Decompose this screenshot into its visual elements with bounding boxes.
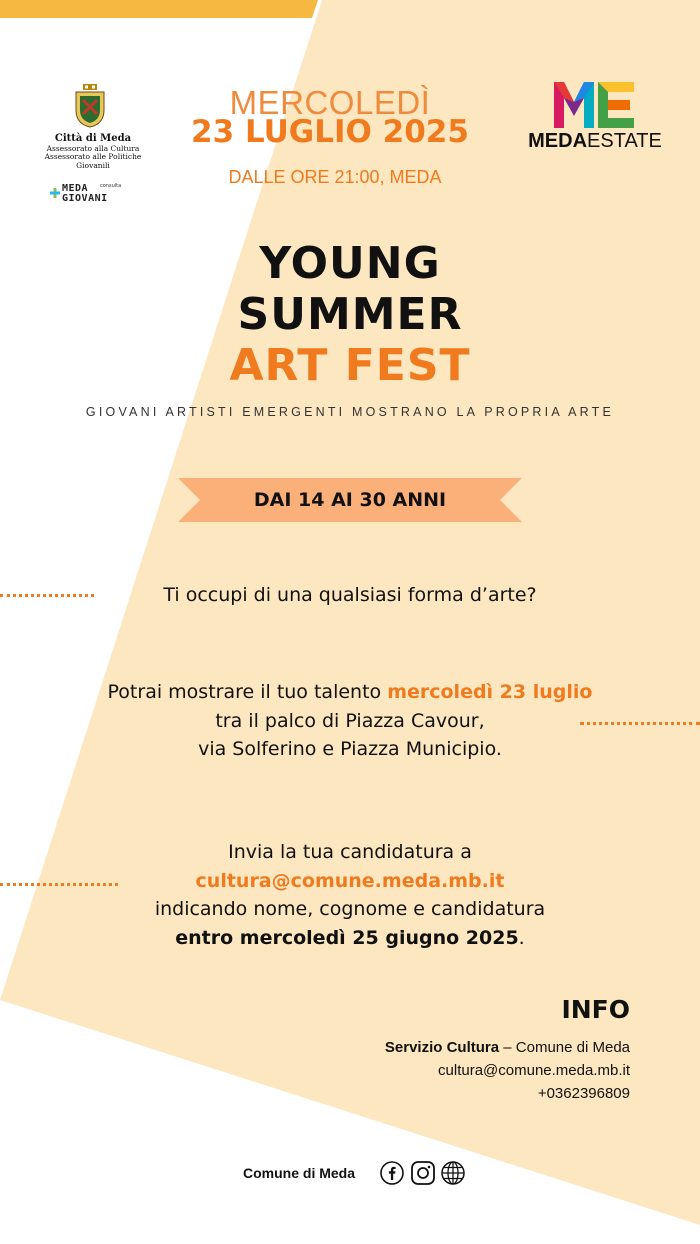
paragraph-application: [80, 838, 620, 952]
p2-line-3: indicando nome, cognome e candidatura: [154, 898, 546, 920]
medaestate-wordmark: [520, 130, 670, 153]
service-name: Servizio Cultura: [384, 1039, 500, 1056]
title-line-2: SUMMER: [237, 289, 463, 340]
tagline: GIOVANI ARTISTI EMERGENTI MOSTRANO LA PROPRIA ARTE: [85, 405, 615, 419]
title-line-1: YOUNG: [259, 238, 441, 289]
org-name: [28, 133, 158, 170]
plus-icon: [50, 188, 60, 198]
service-rest: – Comune di Meda: [499, 1039, 630, 1056]
globe-icon[interactable]: [441, 1161, 465, 1185]
p2-line-1: Invia la tua candidatura a: [228, 841, 472, 863]
event-date: 23 LUGLIO 2025: [191, 114, 469, 150]
brand-bold: MEDA: [528, 130, 588, 152]
p1-line-3: via Solferino e Piazza Municipio.: [198, 738, 502, 760]
instagram-icon[interactable]: [411, 1161, 435, 1185]
application-email-link[interactable]: cultura@comune.meda.mb.it: [195, 869, 505, 892]
event-day: MERCOLEDÌ: [229, 84, 431, 121]
event-hours: DALLE ORE 21:00, MEDA: [228, 167, 442, 187]
medaestate-logo-icon: [550, 80, 636, 130]
crest-icon: [74, 84, 106, 128]
meda-giovani-logo: [50, 183, 130, 205]
paragraph-talent: [50, 678, 650, 764]
info-phone-link[interactable]: +0362396809: [537, 1085, 630, 1102]
footer-label: Comune di Meda: [243, 1165, 356, 1181]
p2-end: .: [518, 926, 525, 949]
info-service: [300, 1039, 630, 1056]
consulta-giovani: GIOVANI: [62, 193, 108, 204]
consulta-meda: MEDA: [62, 183, 89, 194]
deadline-text: entro mercoledì 25 giugno 2025: [175, 926, 519, 949]
info-title: INFO: [561, 995, 630, 1024]
info-email-link[interactable]: cultura@comune.meda.mb.it: [438, 1062, 630, 1079]
consulta-small: consulta: [100, 183, 122, 189]
title-line-3: ART FEST: [229, 340, 471, 391]
facebook-icon[interactable]: [380, 1161, 404, 1185]
org-subtitle-2: Assessorato alle Politiche Giovanili: [44, 152, 142, 170]
dotted-line: [0, 594, 94, 597]
p1-line-2: tra il palco di Piazza Cavour,: [215, 709, 485, 732]
brand-light: ESTATE: [587, 130, 662, 152]
question-text: Ti occupi di una qualsiasi forma d’arte?: [163, 584, 537, 606]
org-title: Città di Meda: [54, 133, 132, 144]
org-subtitle: Assessorato alla Cultura: [46, 143, 140, 153]
p1-text: Potrai mostrare il tuo talento: [107, 681, 388, 703]
age-range: DAI 14 AI 30 ANNI: [253, 489, 447, 511]
p1-highlight: mercoledì 23 luglio: [387, 681, 593, 703]
